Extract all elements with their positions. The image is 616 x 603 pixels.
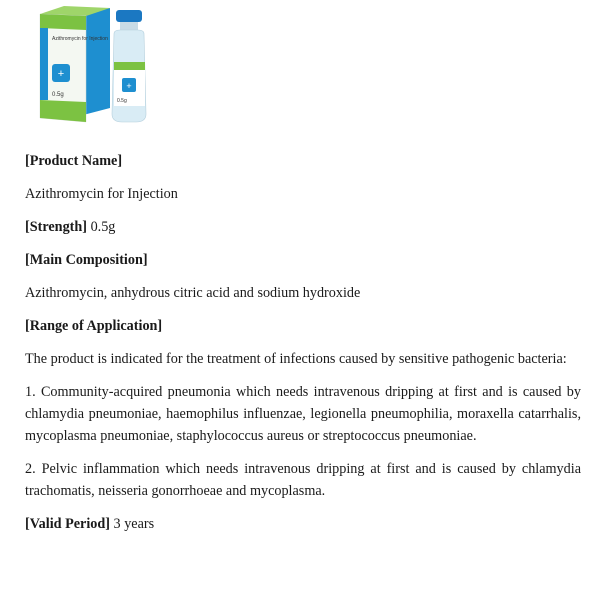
box-blue-stripe	[40, 28, 48, 100]
product-document	[25, 150, 581, 546]
product-name-value: Azithromycin for Injection	[25, 186, 178, 202]
range-item-1: 1. Community-acquired pneumonia which needs intravenous dripping at first and is caused by chlamydia pneumoniae, haemophilus influenzae, legionella pneumophilia, moraxella catarrhalis, mycoplasma pneumoniae, staphylococcus aureus or streptococcus pneumoniae.	[25, 384, 581, 444]
product-photo	[36, 0, 166, 128]
valid-period-value: 3 years	[110, 516, 155, 532]
box-brand-label: Azithromycin for Injection	[52, 36, 108, 42]
valid-period-line	[25, 513, 581, 535]
strength-label: [Strength]	[25, 219, 88, 235]
range-item-2: 2. Pelvic inflammation which needs intravenous dripping at first and is caused by chlamydia trachomatis, neisseria gonorrhoeae and mycoplasma.	[25, 461, 581, 499]
box-logo-glyph: +	[57, 68, 65, 80]
product-name-heading: [Product Name]	[25, 153, 123, 169]
product-photo-svg	[36, 0, 166, 128]
vial-logo-glyph: +	[126, 81, 132, 91]
range-intro: The product is indicated for the treatment of infections caused by sensitive pathogenic bacteria:	[25, 351, 567, 367]
vial-strength-label: 0.5g	[117, 98, 127, 104]
box-strength-label: 0.5g	[52, 92, 64, 98]
main-composition-heading: [Main Composition]	[25, 252, 148, 268]
strength-value: 0.5g	[87, 219, 116, 235]
vial-cap	[116, 10, 142, 22]
main-composition-value: Azithromycin, anhydrous citric acid and sodium hydroxide	[25, 285, 361, 301]
box-green-band	[40, 14, 86, 30]
range-of-application-heading: [Range of Application]	[25, 318, 163, 334]
vial-label-band	[114, 62, 145, 70]
valid-period-label: [Valid Period]	[25, 516, 110, 532]
strength-line	[25, 216, 581, 238]
